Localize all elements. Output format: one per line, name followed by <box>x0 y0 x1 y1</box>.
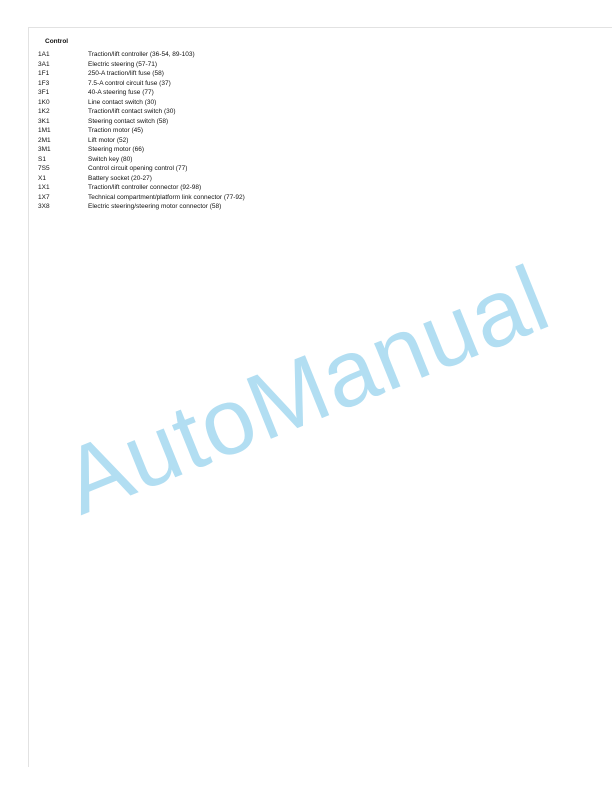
component-code: 1X7 <box>38 193 50 201</box>
component-description: Technical compartment/platform link connector (77-92) <box>88 193 245 201</box>
component-code: 7S5 <box>38 165 50 172</box>
component-code: X1 <box>38 174 46 182</box>
component-description: Switch key (80) <box>88 155 133 163</box>
component-code: 3A1 <box>38 60 50 68</box>
component-description: Steering motor (66) <box>88 146 144 153</box>
component-description: Line contact switch (30) <box>88 98 157 106</box>
list-item <box>38 183 578 193</box>
component-description: Traction/lift controller connector (92-98) <box>88 184 202 191</box>
component-description: Control circuit opening control (77) <box>88 165 188 172</box>
component-description: Traction/lift contact switch (30) <box>88 108 176 115</box>
list-item <box>38 155 578 165</box>
component-code: 1A1 <box>38 51 50 58</box>
list-item <box>38 79 578 89</box>
list-item <box>38 60 578 70</box>
component-list <box>38 50 578 212</box>
list-item <box>38 145 578 155</box>
list-item <box>38 126 578 136</box>
list-item <box>38 107 578 117</box>
component-code: S1 <box>38 155 46 163</box>
component-code: 1F1 <box>38 70 50 77</box>
component-description: Traction/lift controller (36-54, 89-103) <box>88 51 195 58</box>
component-code: 1M1 <box>38 127 51 134</box>
component-code: 3K1 <box>38 117 50 125</box>
component-code: 2M1 <box>38 136 51 144</box>
component-description: Electric steering/steering motor connector (58) <box>88 203 222 210</box>
section-heading: Control <box>45 38 69 45</box>
component-code: 1K0 <box>38 98 50 106</box>
component-code: 3F1 <box>38 89 50 96</box>
list-item <box>38 193 578 203</box>
component-description: Traction motor (45) <box>88 127 144 134</box>
component-code: 1K2 <box>38 108 50 115</box>
list-item <box>38 69 578 79</box>
component-description: Lift motor (52) <box>88 136 129 144</box>
list-item <box>38 202 578 212</box>
component-code: 3M1 <box>38 146 51 153</box>
list-item <box>38 174 578 184</box>
page-top-border <box>28 27 612 28</box>
component-list-section <box>38 37 578 212</box>
component-description: Electric steering (57-71) <box>88 60 157 68</box>
list-item <box>38 164 578 174</box>
component-description: 7.5-A control circuit fuse (37) <box>88 79 171 87</box>
component-code: 1X1 <box>38 184 50 191</box>
component-description: Steering contact switch (58) <box>88 117 169 125</box>
watermark-text: AutoManual <box>48 245 563 535</box>
list-item <box>38 98 578 108</box>
list-item <box>38 136 578 146</box>
component-code: 3X8 <box>38 203 50 210</box>
list-item <box>38 117 578 127</box>
list-item <box>38 50 578 60</box>
component-code: 1F3 <box>38 79 50 87</box>
component-description: Battery socket (20-27) <box>88 174 152 182</box>
component-description: 40-A steering fuse (77) <box>88 89 154 96</box>
page-left-border <box>28 27 29 767</box>
component-description: 250-A traction/lift fuse (58) <box>88 70 164 77</box>
list-item <box>38 88 578 98</box>
